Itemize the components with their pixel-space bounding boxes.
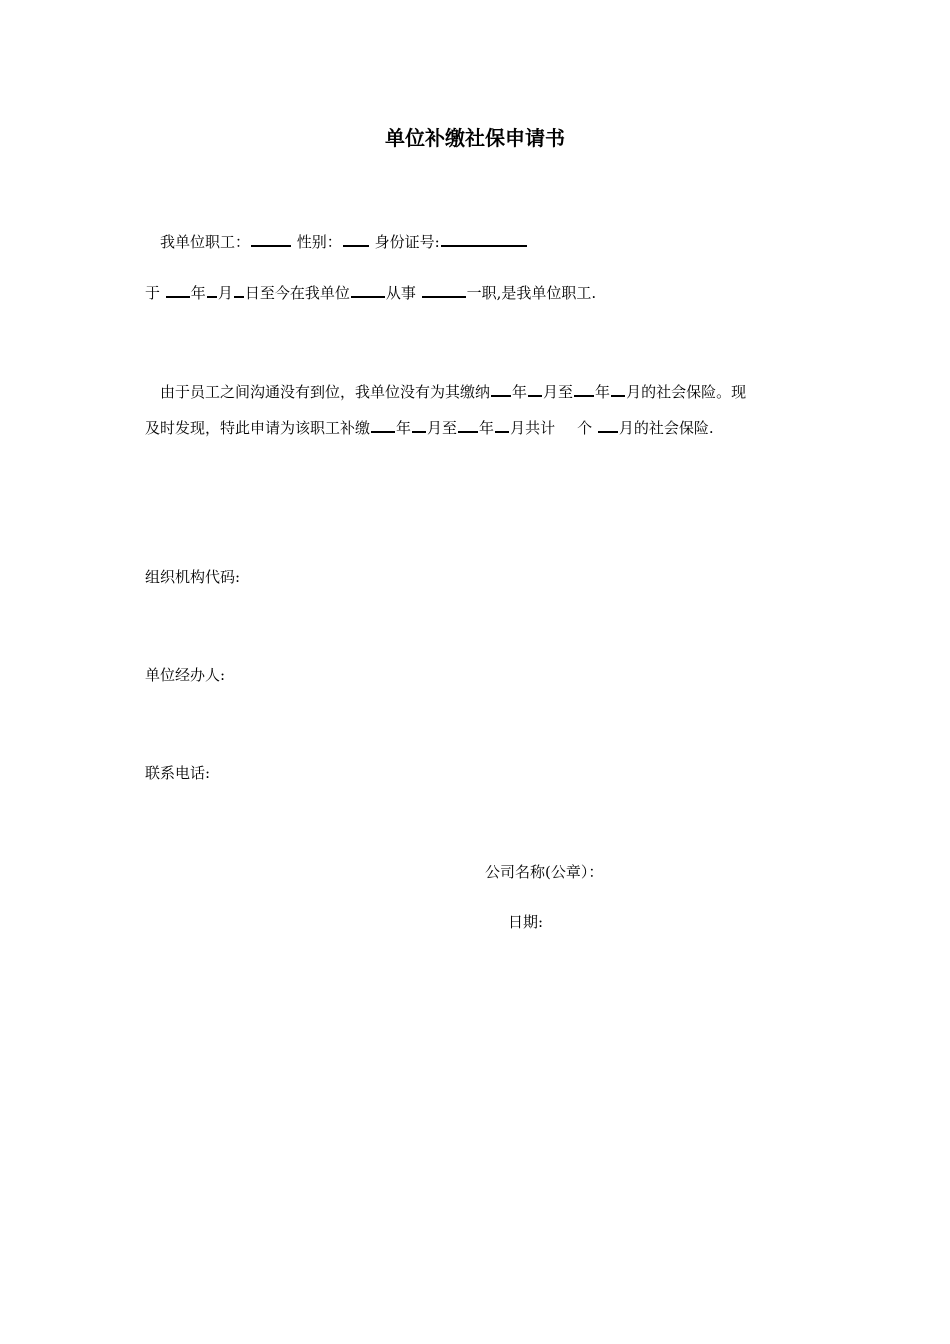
since-year-blank[interactable] [166, 282, 190, 298]
back-pay-end-year-blank[interactable] [458, 417, 478, 433]
reason-suffix: 月的社会保险。现 [626, 383, 747, 401]
year-label: 年 [595, 383, 611, 401]
year-label: 年 [396, 419, 412, 437]
back-pay-start-year-blank[interactable] [371, 417, 395, 433]
unpaid-end-month-blank[interactable] [611, 381, 625, 397]
handler-field: 单位经办人: [145, 666, 226, 684]
reason-prefix: 由于员工之间沟通没有到位，我单位没有为其缴纳 [160, 383, 491, 401]
reason-line-1 [160, 381, 746, 402]
position-suffix: 一职,是我单位职工. [466, 284, 597, 302]
total-label: 月共计 [510, 419, 556, 437]
year-label: 年 [479, 419, 495, 437]
date-field: 日期: [508, 913, 544, 931]
document-title: 单位补缴社保申请书 [385, 126, 565, 150]
gender-blank[interactable] [343, 231, 369, 247]
unpaid-start-month-blank[interactable] [528, 381, 542, 397]
reason-line-2 [145, 417, 714, 438]
department-blank[interactable] [351, 282, 385, 298]
id-label: 身份证号: [374, 233, 440, 251]
back-pay-end-month-blank[interactable] [495, 417, 509, 433]
month-label: 月 [217, 284, 233, 302]
position-blank[interactable] [422, 282, 466, 298]
org-code-field: 组织机构代码: [145, 568, 241, 586]
employee-info-line [160, 231, 528, 252]
month-to-label: 月至 [427, 419, 458, 437]
year-label: 年 [190, 284, 206, 302]
year-label: 年 [512, 383, 528, 401]
request-prefix: 及时发现，特此申请为该职工补缴 [145, 419, 371, 437]
employment-line [145, 282, 596, 303]
id-number-blank[interactable] [441, 231, 527, 247]
day-since-label: 日至今在我单位 [244, 284, 350, 302]
since-prefix: 于 [145, 284, 161, 302]
since-day-blank[interactable] [234, 282, 244, 298]
unpaid-end-year-blank[interactable] [574, 381, 594, 397]
unpaid-start-year-blank[interactable] [491, 381, 511, 397]
month-to-label: 月至 [543, 383, 574, 401]
back-pay-start-month-blank[interactable] [412, 417, 426, 433]
engaged-label: 从事 [385, 284, 416, 302]
phone-field: 联系电话: [145, 764, 211, 782]
company-seal-field: 公司名称(公章）： [485, 863, 604, 881]
count-label: 个 [577, 419, 593, 437]
gender-label: 性别： [296, 233, 342, 251]
since-month-blank[interactable] [207, 282, 217, 298]
request-suffix: 月的社会保险. [618, 419, 714, 437]
employee-label: 我单位职工： [160, 233, 251, 251]
employee-name-blank[interactable] [251, 231, 291, 247]
month-count-blank[interactable] [598, 417, 618, 433]
